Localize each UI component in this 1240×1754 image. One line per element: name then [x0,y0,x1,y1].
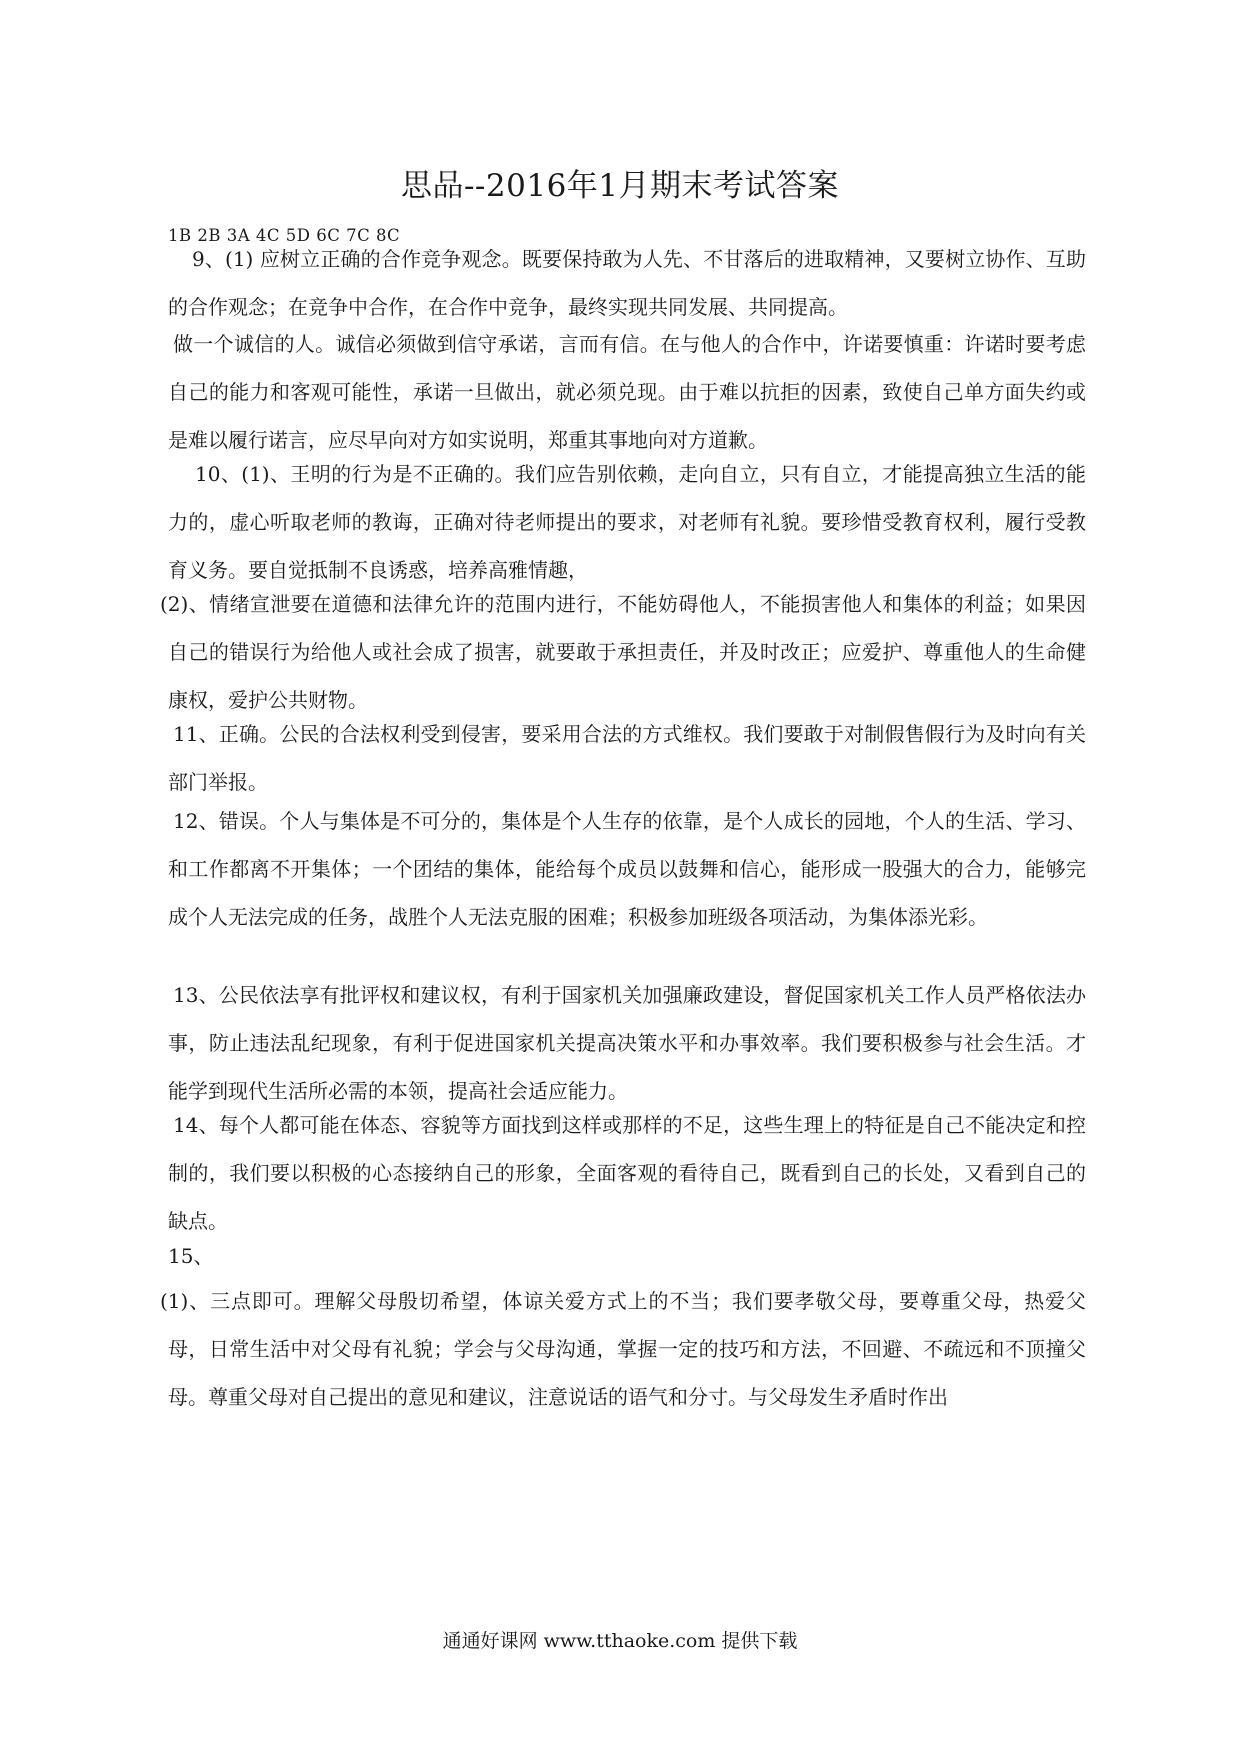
answer-paragraph: 15、 [168,1244,214,1268]
answer-block-11 [168,710,1086,806]
answer-paragraph: 13、公民依法享有批评权和建议权，有利于国家机关加强廉政建设，督促国家机关工作人员严格依法办事，防止违法乱纪现象，有利于促进国家机关提高决策水平和办事效率。我们要积极参与社会生活。才能学到现代生活所必需的本领，提高社会适应能力。 [168,983,1086,1103]
answer-block-9-2 [168,320,1086,464]
answer-block-15-1 [160,1277,1086,1421]
answer-paragraph: 做一个诚信的人。诚信必须做到信守承诺，言而有信。在与他人的合作中，许诺要慎重：许诺时要考虑自己的能力和客观可能性，承诺一旦做出，就必须兑现。由于难以抗拒的因素，致使自己单方面失约或是难以履行诺言，应尽早向对方如实说明，郑重其事地向对方道歉。 [168,332,1086,452]
footer-source: 通通好课网 www.tthaoke.com 提供下载 [442,1630,798,1652]
answer-paragraph: 11、正确。公民的合法权利受到侵害，要采用合法的方式维权。我们要敢于对制假售假行为及时向有关部门举报。 [168,722,1086,794]
answer-block-12 [168,797,1086,941]
answer-paragraph: 9、(1) 应树立正确的合作竞争观念。既要保持敢为人先、不甘落后的进取精神，又要树立协作、互助的合作观念；在竞争中合作，在合作中竞争，最终实现共同发展、共同提高。 [168,247,1086,319]
page-title: 思品--2016年1月期末考试答案 [400,168,840,204]
multiple-choice-answers: 1B 2B 3A 4C 5D 6C 7C 8C [168,226,401,245]
answer-block-10-2 [160,580,1086,724]
answer-paragraph: 12、错误。个人与集体是不可分的，集体是个人生存的依靠，是个人成长的园地，个人的生活、学习、和工作都离不开集体；一个团结的集体，能给每个成员以鼓舞和信心，能形成一股强大的合力，能够完成个人无法完成的任务，战胜个人无法克服的困难；积极参加班级各项活动，为集体添光彩。 [168,809,1086,929]
answer-block-14 [168,1101,1086,1245]
answer-paragraph: 10、(1)、王明的行为是不正确的。我们应告别依赖，走向自立，只有自立，才能提高独立生活的能力的，虚心听取老师的教诲，正确对待老师提出的要求，对老师有礼貌。要珍惜受教育权利，履行受教育义务。要自觉抵制不良诱惑，培养高雅情趣， [168,462,1086,582]
answer-paragraph: (2)、情绪宣泄要在道德和法律允许的范围内进行，不能妨碍他人，不能损害他人和集体的利益；如果因自己的错误行为给他人或社会成了损害，就要敢于承担责任，并及时改正；应爱护、尊重他人的生命健康权，爱护公共财物。 [160,592,1086,712]
answer-paragraph: (1)、三点即可。理解父母殷切希望，体谅关爱方式上的不当；我们要孝敬父母，要尊重父母，热爱父母，日常生活中对父母有礼貌；学会与父母沟通，掌握一定的技巧和方法，不回避、不疏远和不顶撞父母。尊重父母对自己提出的意见和建议，注意说话的语气和分寸。与父母发生矛盾时作出 [160,1289,1086,1409]
answer-block-13 [168,971,1086,1115]
answer-block-9 [168,235,1086,331]
answer-paragraph: 14、每个人都可能在体态、容貌等方面找到这样或那样的不足，这些生理上的特征是自己不能决定和控制的，我们要以积极的心态接纳自己的形象，全面客观的看待自己，既看到自己的长处，又看到自己的缺点。 [168,1113,1086,1233]
answer-block-10-1 [168,450,1086,594]
answer-block-15 [168,1232,1086,1280]
